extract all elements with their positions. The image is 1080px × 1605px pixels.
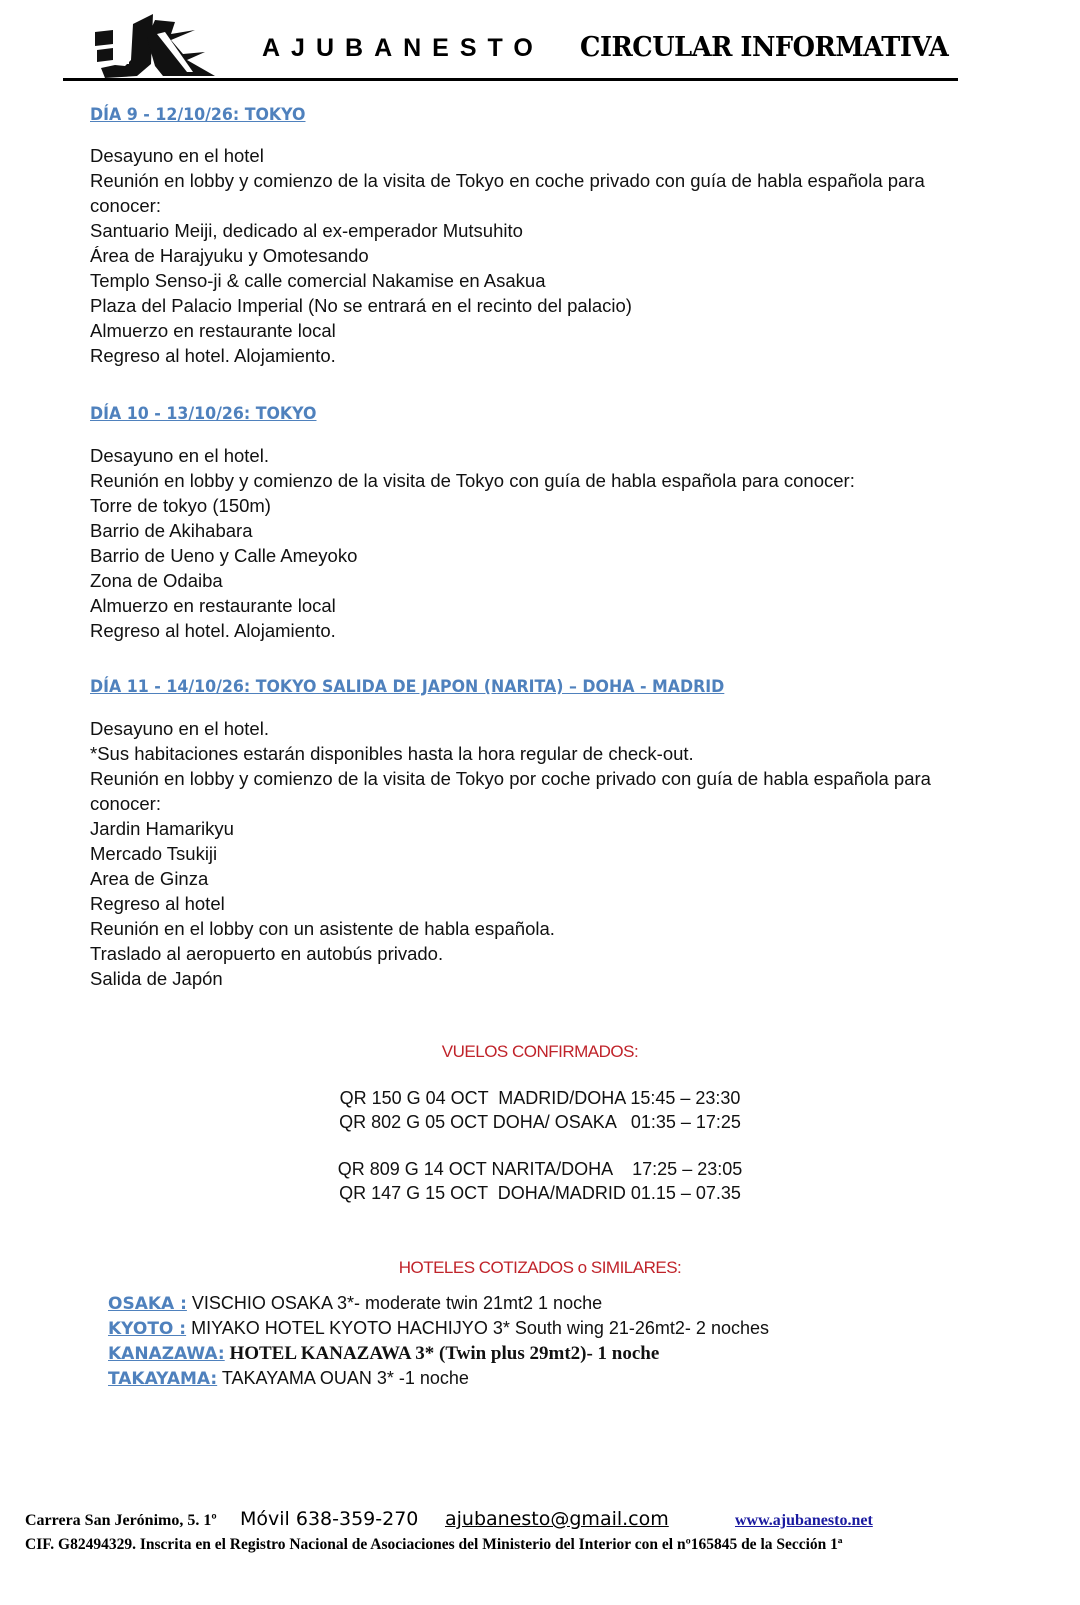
day-11-line: Desayuno en el hotel.	[90, 718, 269, 739]
day-10-line: Barrio de Ueno y Calle Ameyoko	[90, 545, 358, 566]
day-9-line: conocer:	[90, 195, 161, 216]
day-11-line: Area de Ginza	[90, 868, 209, 889]
hotel-description: HOTEL KANAZAWA 3* (Twin plus 29mt2)- 1 noche	[224, 1343, 660, 1364]
document-type-title: CIRCULAR INFORMATIVA	[580, 32, 949, 63]
hotel-row-takayama	[108, 1368, 469, 1389]
header-divider	[63, 78, 958, 81]
day-11-line: *Sus habitaciones estarán disponibles hasta la hora regular de check-out.	[90, 743, 694, 764]
hotel-description: VISCHIO OSAKA 3*- moderate twin 21mt2 1 noche	[186, 1293, 603, 1313]
day-9-line: Santuario Meiji, dedicado al ex-emperador Mutsuhito	[90, 220, 523, 241]
hotel-description: MIYAKO HOTEL KYOTO HACHIJYO 3* South wing 21-26mt2- 2 noches	[186, 1318, 769, 1338]
day-10-line: Reunión en lobby y comienzo de la visita de Tokyo con guía de habla española para conocer:	[90, 470, 855, 491]
footer-legal: CIF. G82494329. Inscrita en el Registro Nacional de Asociaciones del Ministerio del Interior con el nº165845 de la Sección 1ª	[25, 1536, 843, 1553]
day-10-line: Desayuno en el hotel.	[90, 445, 269, 466]
hotel-description: TAKAYAMA OUAN 3* -1 noche	[217, 1368, 469, 1388]
flight-row: QR 802 G 05 OCT DOHA/ OSAKA 01:35 – 17:25	[339, 1112, 741, 1132]
day-10-line: Regreso al hotel. Alojamiento.	[90, 620, 336, 641]
flight-row: QR 147 G 15 OCT DOHA/MADRID 01.15 – 07.35	[339, 1183, 741, 1203]
day-11-heading: DÍA 11 - 14/10/26: TOKYO SALIDA DE JAPON (NARITA) – DOHA - MADRID	[90, 677, 725, 697]
footer-email-link[interactable]: ajubanesto@gmail.com	[445, 1508, 669, 1530]
hotel-city: KANAZAWA:	[108, 1344, 225, 1364]
day-9-line: Templo Senso-ji & calle comercial Nakamise en Asakua	[90, 270, 546, 291]
day-11-line: Traslado al aeropuerto en autobús privado.	[90, 943, 444, 964]
day-9-line: Desayuno en el hotel	[90, 145, 264, 166]
day-9-line: Almuerzo en restaurante local	[90, 320, 336, 341]
footer-mobile: Móvil 638-359-270	[240, 1508, 419, 1530]
day-9-line: Reunión en lobby y comienzo de la visita de Tokyo en coche privado con guía de habla española para	[90, 170, 925, 191]
day-10-line: Zona de Odaiba	[90, 570, 223, 591]
day-11-line: Salida de Japón	[90, 968, 223, 989]
letterhead	[0, 0, 1080, 85]
day-10-line: Barrio de Akihabara	[90, 520, 253, 541]
hotel-city: TAKAYAMA:	[108, 1369, 218, 1389]
flight-row: QR 809 G 14 OCT NARITA/DOHA 17:25 – 23:05	[337, 1159, 743, 1179]
footer-address: Carrera San Jerónimo, 5. 1º	[25, 1512, 217, 1529]
hotel-row-kyoto	[108, 1318, 769, 1339]
day-9-line: Regreso al hotel. Alojamiento.	[90, 345, 336, 366]
brand-name: AJUBANESTO	[262, 34, 544, 62]
footer-website-link[interactable]: www.ajubanesto.net	[735, 1512, 873, 1529]
footer-contact	[25, 1508, 1065, 1532]
day-11-line: Reunión en el lobby con un asistente de habla española.	[90, 918, 555, 939]
flights-heading: VUELOS CONFIRMADOS:	[441, 1042, 639, 1061]
day-9-heading: DÍA 9 - 12/10/26: TOKYO	[90, 105, 306, 125]
hotel-city: KYOTO :	[108, 1319, 187, 1339]
day-11-line: Reunión en lobby y comienzo de la visita de Tokyo por coche privado con guía de habla española para	[90, 768, 931, 789]
day-10-line: Almuerzo en restaurante local	[90, 595, 336, 616]
aj-logo-icon	[95, 10, 230, 78]
hotel-row-osaka	[108, 1293, 602, 1314]
day-10-heading: DÍA 10 - 13/10/26: TOKYO	[90, 404, 317, 424]
hotel-city: OSAKA :	[108, 1294, 187, 1314]
day-10-line: Torre de tokyo (150m)	[90, 495, 271, 516]
day-9-line: Plaza del Palacio Imperial (No se entrará en el recinto del palacio)	[90, 295, 632, 316]
hotel-row-kanazawa	[108, 1343, 659, 1365]
day-9-line: Área de Harajyuku y Omotesando	[90, 245, 369, 266]
day-11-line: Mercado Tsukiji	[90, 843, 218, 864]
hotels-heading: HOTELES COTIZADOS o SIMILARES:	[398, 1258, 682, 1277]
day-11-line: conocer:	[90, 793, 161, 814]
flight-row: QR 150 G 04 OCT MADRID/DOHA 15:45 – 23:30	[339, 1088, 741, 1108]
day-11-line: Jardin Hamarikyu	[90, 818, 234, 839]
day-11-line: Regreso al hotel	[90, 893, 225, 914]
